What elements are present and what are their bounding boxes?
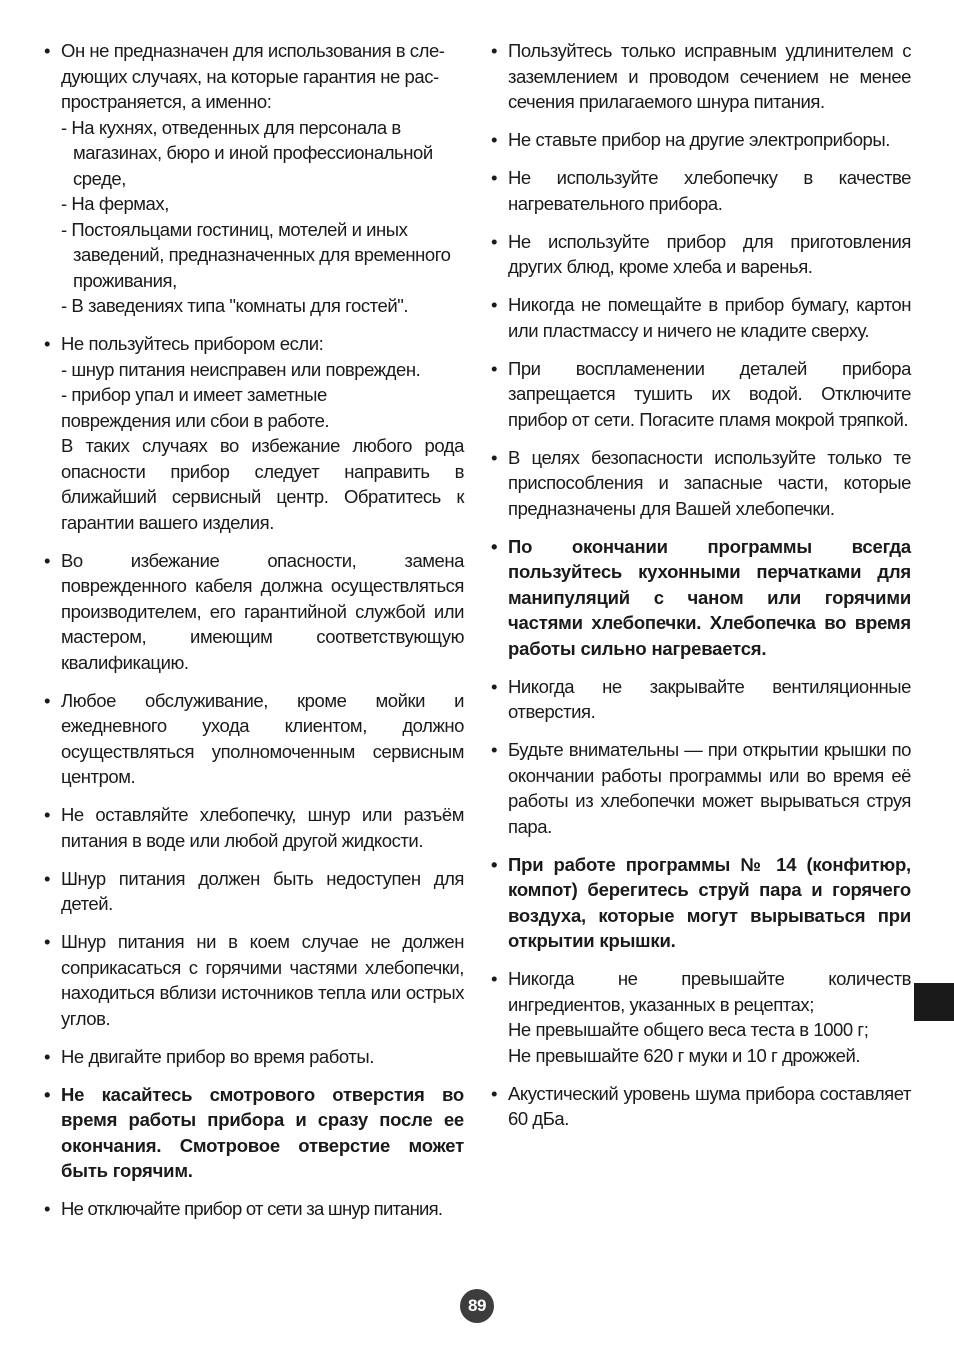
bullet: • xyxy=(491,357,498,379)
list-item xyxy=(491,356,911,433)
item-text: Не используйте хлебопечку в качестве нагревательного прибора. xyxy=(508,167,911,214)
bullet: • xyxy=(491,853,498,875)
bullet: • xyxy=(44,1045,51,1067)
list-item-warning xyxy=(491,852,911,954)
item-text: Пользуйтесь только исправным удлинителем с заземлением и проводом сечением не менее сечения прилагаемого шнура питания. xyxy=(508,40,911,112)
sub-item: - На фермах, xyxy=(61,193,169,214)
bullet: • xyxy=(44,931,51,952)
item-text: Не ставьте прибор на другие электроприборы. xyxy=(508,129,890,150)
bullet: • xyxy=(44,1198,50,1219)
item-text: По окончании программы всегда пользуйтесь кухонными перчатками для манипуляций с чаном или горячими частями хлебопечки. Хлебопечка во время работы сильно нагревается. xyxy=(508,535,911,659)
list-item xyxy=(491,445,911,522)
item-text: Будьте внимательны — при открытии крышки по окончании работы программы или во время её работы из хлебопечки может вырываться струя пара. xyxy=(508,739,911,837)
section-tab-marker xyxy=(914,983,954,1021)
item-text: Шнур питания должен быть недоступен для детей. xyxy=(61,867,464,914)
list-item xyxy=(44,688,464,790)
item-text: В целях безопасности используйте только те приспособления и запасные части, которые предназначены для Вашей хлебопечки. xyxy=(508,446,911,519)
list-item xyxy=(44,929,464,1031)
bullet: • xyxy=(491,40,498,61)
sub-item: - прибор упал и имеет заметные xyxy=(61,384,327,405)
bullet: • xyxy=(491,129,498,150)
bullet: • xyxy=(44,867,51,889)
list-item xyxy=(44,548,464,676)
item-text: Шнур питания ни в коем случае не должен соприкасаться с горячими частями хлебопечки, находиться вблизи источников тепла или острых углов. xyxy=(61,931,464,1029)
list-item-warning xyxy=(491,534,911,662)
item-text: Не двигайте прибор во время работы. xyxy=(61,1045,374,1067)
list-item-warning xyxy=(44,1082,464,1184)
bullet: • xyxy=(491,230,498,252)
right-column xyxy=(491,38,911,1144)
item-text: Не используйте прибор для приготовления других блюд, кроме хлеба и варенья. xyxy=(508,230,911,277)
list-item xyxy=(491,127,911,153)
left-column xyxy=(44,38,464,1234)
bullet: • xyxy=(491,446,498,468)
bullet: • xyxy=(44,333,51,354)
list-item xyxy=(491,737,911,839)
item-line: Не превышайте 620 г муки и 10 г дрожжей. xyxy=(508,1044,861,1066)
list-item xyxy=(491,1081,911,1132)
item-text: Любое обслуживание, кроме мойки и ежедневного ухода клиентом, должно осуществляться уполномоченным сервисным центром. xyxy=(61,689,464,787)
bullet: • xyxy=(491,535,498,557)
item-line: Никогда не превышайте количеств ингредиентов, указанных в рецептах; xyxy=(508,968,911,1015)
bullet: • xyxy=(491,167,498,188)
list-item xyxy=(491,38,911,115)
item-text: Не касайтесь смотрового отверстия во время работы прибора и сразу после ее окончания. Смотровое отверстие может быть горячим. xyxy=(61,1083,464,1181)
item-line: Не пользуйтесь прибором если: xyxy=(61,333,324,354)
list-item xyxy=(44,331,464,535)
item-text: В таких случаях во избежание любого рода опасности прибор следует направить в ближайший сервисный центр. Обратитесь к гарантии вашего изделия. xyxy=(61,435,464,533)
item-text: Во избежание опасности, замена поврежденного кабеля должна осуществляться производителем, его гарантийной службой или мастером, имеющим соответствующую квалификацию. xyxy=(61,549,464,673)
bullet: • xyxy=(44,549,51,571)
list-item xyxy=(44,1196,464,1222)
item-text: Не оставляйте хлебопечку, шнур или разъём питания в воде или любой другой жидкости. xyxy=(61,804,464,851)
item-line: дующих случаях, на которые гарантия не рас- xyxy=(61,65,439,87)
list-item xyxy=(491,674,911,725)
bullet: • xyxy=(44,40,51,61)
list-item xyxy=(491,165,911,216)
bullet: • xyxy=(491,968,498,989)
list-item xyxy=(44,1044,464,1070)
bullet: • xyxy=(491,1082,498,1104)
item-line: Он не предназначен для использования в сле- xyxy=(61,40,445,61)
item-text: При работе программы № 14 (конфитюр, компот) берегитесь струй пара и горячего воздуха, которые могут вырываться при открытии крышки. xyxy=(508,853,911,951)
bullet: • xyxy=(491,294,498,315)
sub-item: - шнур питания неисправен или поврежден. xyxy=(61,358,421,380)
page-number: 89 xyxy=(460,1289,494,1323)
list-item xyxy=(44,38,464,319)
bullet: • xyxy=(491,675,498,697)
sub-item: - В заведениях типа "комнаты для гостей". xyxy=(61,295,409,316)
item-text: Акустический уровень шума прибора составляет 60 дБа. xyxy=(508,1082,911,1129)
bullet: • xyxy=(44,689,51,711)
bullet: • xyxy=(44,1083,51,1105)
sub-item: - На кухнях, отведенных для персонала в магазинах, бюро и иной профессиональной среде, xyxy=(61,116,433,189)
item-text: При воспламенении деталей прибора запрещается тушить их водой. Отключите прибор от сети. Погасите пламя мокрой тряпкой. xyxy=(508,357,911,430)
item-text: Никогда не помещайте в прибор бумагу, картон или пластмассу и ничего не кладите сверху. xyxy=(508,294,911,341)
bullet: • xyxy=(491,739,498,760)
bullet: • xyxy=(44,804,51,825)
list-item xyxy=(491,229,911,280)
item-text: Не отключайте прибор от сети за шнур питания. xyxy=(61,1198,443,1219)
sub-item: повреждения или сбои в работе. xyxy=(61,409,330,431)
sub-item: - Постояльцами гостиниц, мотелей и иных заведений, предназначенных для временного проживания, xyxy=(61,218,451,291)
list-item xyxy=(491,966,911,1068)
item-line: Не превышайте общего веса теста в 1000 г; xyxy=(508,1019,869,1040)
list-item xyxy=(491,292,911,343)
item-line: пространяется, а именно: xyxy=(61,91,272,112)
list-item xyxy=(44,866,464,917)
item-text: Никогда не закрывайте вентиляционные отверстия. xyxy=(508,675,911,722)
list-item xyxy=(44,802,464,853)
